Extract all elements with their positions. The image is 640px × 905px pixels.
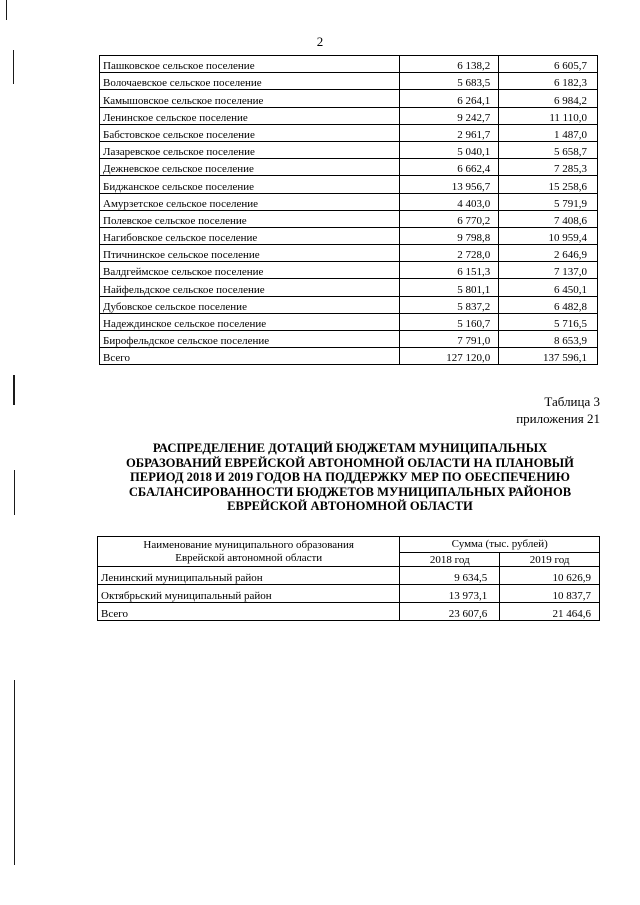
table-row — [100, 56, 598, 73]
settlement-name-cell: Бирофельдское сельское поселение — [100, 331, 400, 348]
amount-2019-cell: 10 626,9 — [500, 567, 600, 585]
amount-2018-cell: 9 242,7 — [400, 107, 499, 124]
table-row — [100, 227, 598, 244]
page-number: 2 — [316, 34, 324, 49]
table-title-line: ЕВРЕЙСКОЙ АВТОНОМНОЙ ОБЛАСТИ — [227, 499, 473, 513]
total-row — [100, 348, 598, 365]
settlement-subsidy-table — [99, 55, 598, 365]
sum-column-header: Сумма (тыс. рублей) — [400, 537, 600, 553]
amount-2019-cell: 6 984,2 — [499, 90, 598, 107]
settlement-name-cell: Дубовское сельское поселение — [100, 296, 400, 313]
table-title — [90, 441, 610, 514]
amount-2018-cell: 9 798,8 — [400, 227, 499, 244]
table-row — [100, 331, 598, 348]
amount-2019-cell: 6 450,1 — [499, 279, 598, 296]
amount-2019-cell: 5 658,7 — [499, 141, 598, 158]
table-row — [100, 262, 598, 279]
district-name-cell: Ленинский муниципальный район — [98, 567, 400, 585]
amount-2018-cell: 7 791,0 — [400, 331, 499, 348]
amount-2018-cell: 2 728,0 — [400, 245, 499, 262]
total-2018-cell: 127 120,0 — [400, 348, 499, 365]
amount-2019-cell: 6 605,7 — [499, 56, 598, 73]
settlement-name-cell: Лазаревское сельское поселение — [100, 141, 400, 158]
settlement-name-cell: Надеждинское сельское поселение — [100, 313, 400, 330]
name-header-line: Еврейской автономной области — [175, 551, 323, 564]
settlement-name-cell: Пашковское сельское поселение — [100, 56, 400, 73]
table-row — [98, 585, 600, 603]
amount-2018-cell: 6 770,2 — [400, 210, 499, 227]
amount-2019-cell: 6 482,8 — [499, 296, 598, 313]
amount-2019-cell: 5 791,9 — [499, 193, 598, 210]
amount-2019-cell: 7 137,0 — [499, 262, 598, 279]
amount-2018-cell: 13 973,1 — [400, 585, 500, 603]
settlement-name-cell: Нагибовское сельское поселение — [100, 227, 400, 244]
table-row — [100, 245, 598, 262]
amount-2019-cell: 10 837,7 — [500, 585, 600, 603]
table-title-line: ПЕРИОД 2018 И 2019 ГОДОВ НА ПОДДЕРЖКУ МЕР ПО ОБЕСПЕЧЕНИЮ — [130, 470, 570, 484]
table-caption-appendix: приложения 21 — [516, 411, 600, 426]
amount-2019-cell: 2 646,9 — [499, 245, 598, 262]
settlement-name-cell: Дежневское сельское поселение — [100, 159, 400, 176]
amount-2018-cell: 6 264,1 — [400, 90, 499, 107]
total-label-cell: Всего — [98, 603, 400, 621]
amount-2019-cell: 11 110,0 — [499, 107, 598, 124]
district-name-cell: Октябрьский муниципальный район — [98, 585, 400, 603]
table-row — [100, 296, 598, 313]
scan-margin-mark — [14, 470, 15, 515]
amount-2019-cell: 7 285,3 — [499, 159, 598, 176]
amount-2018-cell: 5 040,1 — [400, 141, 499, 158]
amount-2019-cell: 7 408,6 — [499, 210, 598, 227]
table-row — [100, 210, 598, 227]
total-2018-cell: 23 607,6 — [400, 603, 500, 621]
amount-2018-cell: 6 138,2 — [400, 56, 499, 73]
amount-2018-cell: 5 160,7 — [400, 313, 499, 330]
table-row — [100, 90, 598, 107]
amount-2018-cell: 4 403,0 — [400, 193, 499, 210]
amount-2018-cell: 6 662,4 — [400, 159, 499, 176]
table-row — [98, 567, 600, 585]
amount-2019-cell: 10 959,4 — [499, 227, 598, 244]
table-row — [100, 124, 598, 141]
table-row — [100, 193, 598, 210]
amount-2019-cell: 8 653,9 — [499, 331, 598, 348]
settlement-name-cell: Амурзетское сельское поселение — [100, 193, 400, 210]
total-label-cell: Всего — [100, 348, 400, 365]
amount-2018-cell: 5 837,2 — [400, 296, 499, 313]
settlement-name-cell: Полевское сельское поселение — [100, 210, 400, 227]
settlement-name-cell: Волочаевское сельское поселение — [100, 73, 400, 90]
amount-2018-cell: 6 151,3 — [400, 262, 499, 279]
settlement-name-cell: Найфельдское сельское поселение — [100, 279, 400, 296]
settlement-name-cell: Биджанское сельское поселение — [100, 176, 400, 193]
total-row — [98, 603, 600, 621]
total-2019-cell: 137 596,1 — [499, 348, 598, 365]
settlement-name-cell: Ленинское сельское поселение — [100, 107, 400, 124]
year-2018-header: 2018 год — [400, 553, 500, 567]
table-row — [100, 141, 598, 158]
settlement-name-cell: Камышовское сельское поселение — [100, 90, 400, 107]
amount-2018-cell: 13 956,7 — [400, 176, 499, 193]
amount-2019-cell: 15 258,6 — [499, 176, 598, 193]
table-row — [100, 159, 598, 176]
amount-2018-cell: 2 961,7 — [400, 124, 499, 141]
table-title-line: РАСПРЕДЕЛЕНИЕ ДОТАЦИЙ БЮДЖЕТАМ МУНИЦИПАЛЬНЫХ — [152, 441, 548, 455]
amount-2018-cell: 5 683,5 — [400, 73, 499, 90]
amount-2018-cell: 9 634,5 — [400, 567, 500, 585]
table-row — [100, 107, 598, 124]
table-header-row — [98, 537, 600, 553]
scan-margin-mark — [14, 680, 15, 865]
amount-2018-cell: 5 801,1 — [400, 279, 499, 296]
table-row — [100, 176, 598, 193]
year-2019-header: 2019 год — [500, 553, 600, 567]
settlement-name-cell: Бабстовское сельское поселение — [100, 124, 400, 141]
scan-margin-mark — [6, 0, 7, 20]
table-row — [100, 313, 598, 330]
scan-margin-mark — [13, 375, 15, 405]
settlement-name-cell: Валдгеймское сельское поселение — [100, 262, 400, 279]
total-2019-cell: 21 464,6 — [500, 603, 600, 621]
table-title-line: СБАЛАНСИРОВАННОСТИ БЮДЖЕТОВ МУНИЦИПАЛЬНЫХ РАЙОНОВ — [128, 484, 572, 499]
scan-margin-mark — [13, 50, 14, 84]
table-title-line: ОБРАЗОВАНИЙ ЕВРЕЙСКОЙ АВТОНОМНОЙ ОБЛАСТИ НА ПЛАНОВЫЙ — [126, 455, 574, 470]
amount-2019-cell: 1 487,0 — [499, 124, 598, 141]
table-row — [100, 73, 598, 90]
name-column-header — [98, 537, 400, 567]
district-subsidy-table — [97, 536, 600, 621]
table-caption-number: Таблица 3 — [544, 394, 600, 409]
name-header-line: Наименование муниципального образования — [143, 538, 354, 551]
table-row — [100, 279, 598, 296]
amount-2019-cell: 5 716,5 — [499, 313, 598, 330]
amount-2019-cell: 6 182,3 — [499, 73, 598, 90]
settlement-name-cell: Птичнинское сельское поселение — [100, 245, 400, 262]
